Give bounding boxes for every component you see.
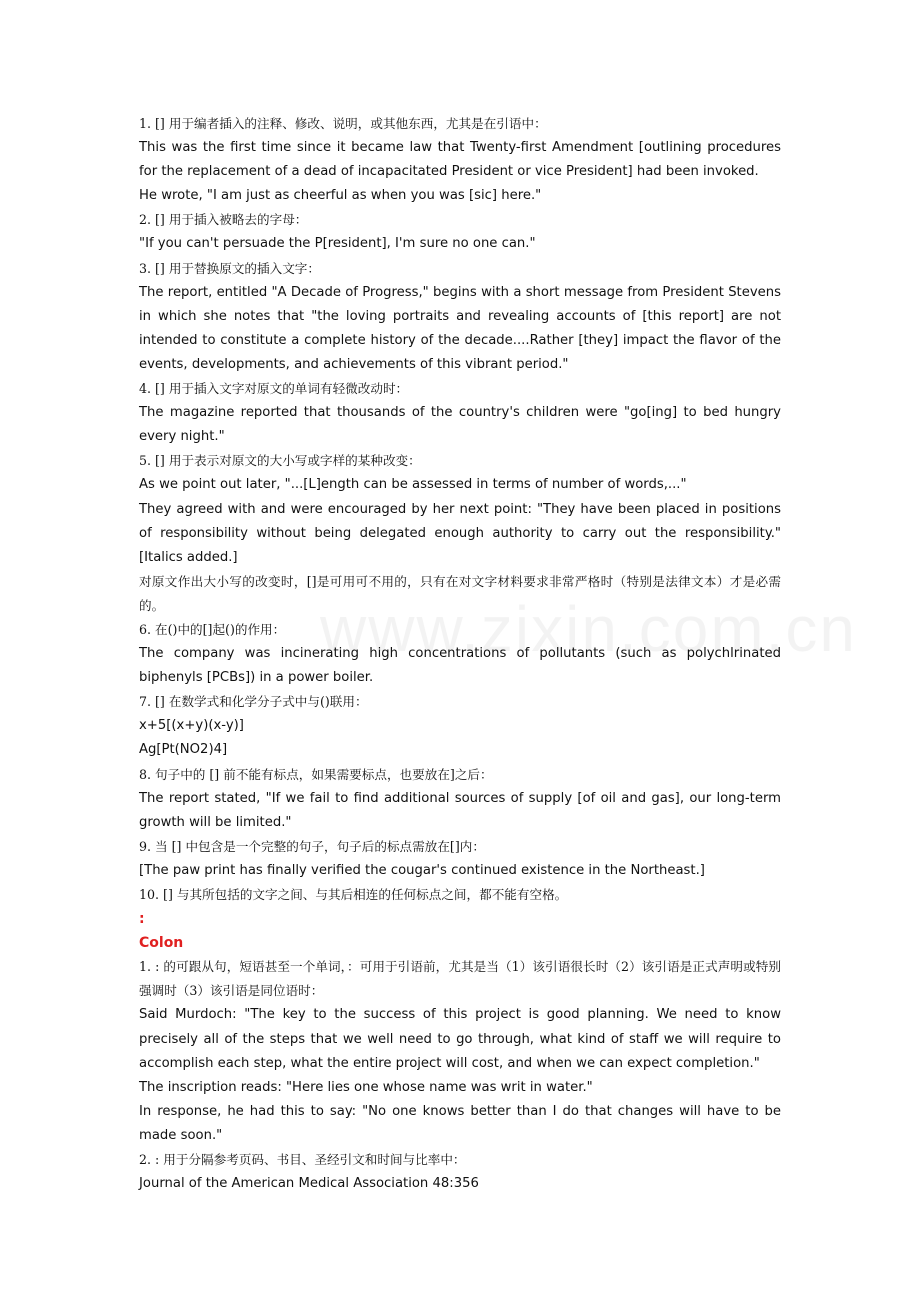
formula-text: Ag[Pt(NO2)4]: [139, 742, 228, 758]
example-text: They agreed with and were encouraged by her next point: "They have been placed in positions of responsibility without being delegated enough authority to carry out the responsibility." [Italics added.]: [139, 501, 781, 565]
example-text: The magazine reported that thousands of the country's children were "go[ing] to bed hungry every night.": [139, 405, 781, 445]
example-text: The inscription reads: "Here lies one whose name was writ in water.": [139, 1079, 593, 1095]
example-text: As we point out later, "...[L]ength can be assessed in terms of number of words,...": [139, 477, 687, 493]
section-heading: 1. : 的可跟从句，短语甚至一个单词，：可用于引语前，尤其是当（1）该引语很长时（2）该引语是正式声明或特别强调时（3）该引语是同位语时：: [139, 959, 781, 999]
colon-title-heading: Colon: [139, 935, 184, 952]
formula-text: x+5[(x+y)(x-y)]: [139, 718, 244, 734]
example-text: In response, he had this to say: "No one knows better than I do that changes will have to be made soon.": [139, 1103, 781, 1143]
section-heading: 10. [] 与其所包括的文字之间、与其后相连的任何标点之间，都不能有空格。: [139, 887, 568, 902]
example-text: The report stated, "If we fail to find additional sources of supply [of oil and gas], our long-term growth will be limited.": [139, 790, 781, 830]
section-heading: 7. [] 在数学式和化学分子式中与()联用：: [139, 694, 368, 710]
colon-symbol-heading: :: [139, 911, 145, 928]
section-heading: 6. 在()中的[]起()的作用：: [139, 621, 286, 637]
section-heading: 9. 当 [] 中包含是一个完整的句子，句子后的标点需放在[]内：: [139, 838, 485, 854]
example-text: Journal of the American Medical Association 48:356: [139, 1176, 479, 1192]
section-heading: 4. [] 用于插入文字对原文的单词有轻微改动时：: [139, 381, 409, 397]
example-text: The company was incinerating high concentrations of pollutants (such as polychlrinated biphenyls [PCBs]) in a power boiler.: [139, 646, 781, 686]
section-heading: 8. 句子中的 [] 前不能有标点，如果需要标点，也要放在]之后：: [139, 766, 493, 782]
example-text: "If you can't persuade the P[resident], I'm sure no one can.": [139, 236, 536, 252]
section-heading: 5. [] 用于表示对原文的大小写或字样的某种改变：: [139, 453, 421, 469]
note-text: 对原文作出大小写的改变时，[]是可用可不用的，只有在对文字材料要求非常严格时（特别是法律文本）才是必需的。: [139, 573, 781, 613]
section-heading: 1. [] 用于编者插入的注释、修改、说明，或其他东西，尤其是在引语中：: [139, 116, 547, 131]
document-body: [139, 112, 781, 1196]
example-text: The report, entitled "A Decade of Progress," begins with a short message from President Stevens in which she notes that "the loving portraits and revealing accounts of [this report] are not intended to constitute a complete history of the decade....Rather [they] impact the flavor of the events, developments, and achievements of this vibrant period.": [139, 284, 781, 372]
example-text: This was the first time since it became law that Twenty-first Amendment [outlining procedures for the replacement of a dead of incapacitated President or vice President] had been invoked.: [139, 140, 781, 180]
section-heading: 2. : 用于分隔参考页码、书目、圣经引文和时间与比率中：: [139, 1152, 466, 1168]
example-text: He wrote, "I am just as cheerful as when you was [sic] here.": [139, 188, 542, 204]
section-heading: 3. [] 用于替换原文的插入文字：: [139, 260, 320, 276]
example-text: [The paw print has finally verified the cougar's continued existence in the Northeast.]: [139, 862, 705, 878]
section-heading: 2. [] 用于插入被略去的字母：: [139, 212, 308, 228]
example-text: Said Murdoch: "The key to the success of this project is good planning. We need to know precisely all of the steps that we well need to go through, what kind of staff we will require to accomplish each step, what the entire project will cost, and when we can expect completion.": [139, 1007, 781, 1071]
